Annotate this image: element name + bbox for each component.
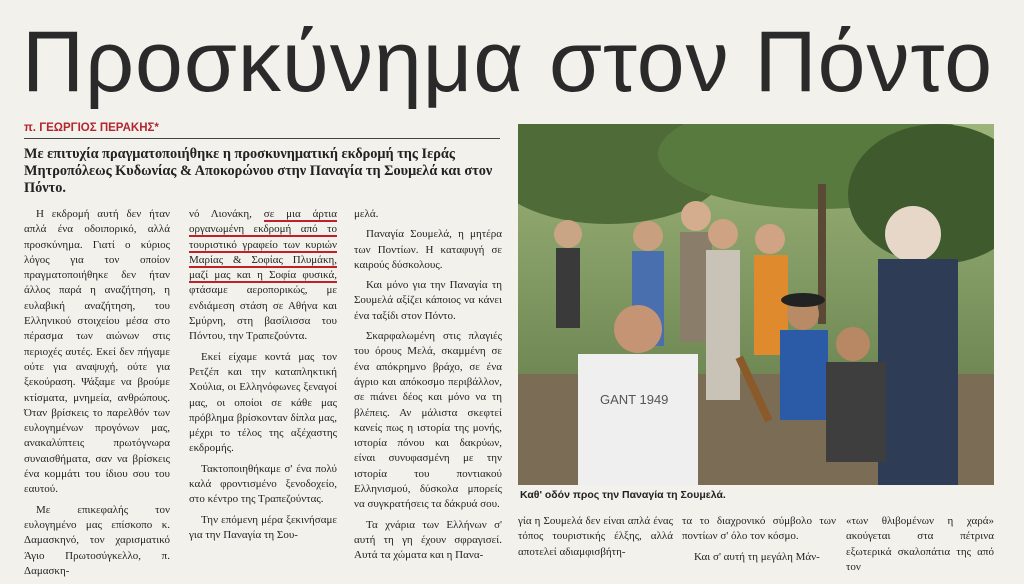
group-photo xyxy=(518,124,994,485)
underlined-text: σε μια άρτια οργανωμένη εκδρομή από το τουριστικό γραφείο των κυριών Μαρίας & Σοφίας Πλυμάκη, μαζί μας και η Σοφία φυσικά, xyxy=(189,208,337,282)
paragraph: «των θλιβομένων η χαρά» ακούγεται στα πέτρινα εξωτερικά σκαλοπάτια της από τον xyxy=(846,515,994,573)
paragraph: γία η Σουμελά δεν είναι απλά ένας τόπος τουριστικής έλξης, αλλά αποτελεί αδιαμφισβήτη- xyxy=(518,515,673,558)
paragraph: Τακτοποιηθήκαμε σ' ένα πολύ καλά φροντισμένο ξενοδοχείο, στο κέντρο της Τραπεζούντας. xyxy=(189,462,337,506)
article-column-1 xyxy=(24,207,170,584)
shirt-text: GANT 1949 xyxy=(600,392,669,407)
paragraph: Η εκδρομή αυτή δεν ήταν απλά ένα οδοιπορικό, αλλά προσκύνημα. Γιατί ο κύριος λόγος για τον οποίον πραγματοποιήθηκε δεν ήταν άλλος παρά η αναζήτηση, η ευλαβική αναζήτηση, του Ελληνικού στοιχείου μέσα στο πέρασμα των αιώνων στις περιοχές αυτές. Εκεί δεν πήγαμε ούτε για αναψυχή, ούτε για ξεκούραση. Ψάξαμε να βρούμε κτίσματα, μνημεία, ανθρώπους. Όταν βρίσκεις το παρελθόν των ευλογημένων προγόνων μας, ανακαλύπτεις πρωτόγνωρα συναισθήματα, σαν να βρίσκεις ένα κομμάτι του ίδιου σου του εαυτού. xyxy=(24,208,170,496)
paragraph: Την επόμενη μέρα ξεκινήσαμε για την Παναγία τη Σου- xyxy=(189,513,337,541)
article-column-3 xyxy=(354,207,502,569)
headline: Προσκύνημα στον Πόντο xyxy=(22,14,994,110)
byline-rule xyxy=(24,138,500,139)
text-run: νό Λιονάκη, xyxy=(189,208,252,220)
paragraph: μελά. xyxy=(354,208,379,220)
lead-paragraph: Με επιτυχία πραγματοποιήθηκε η προσκυνηματική εκδρομή της Ιεράς Μητροπόλεως Κυδωνίας & Αποκορώνου στην Παναγία τη Σουμελά και στον Πόντο. xyxy=(24,146,493,196)
paragraph xyxy=(189,207,337,345)
paragraph: τα το διαχρονικό σύμβολο των ποντίων σ' όλο τον κόσμο. xyxy=(682,515,836,543)
article-column-2 xyxy=(189,207,337,548)
article-column-4 xyxy=(518,514,673,565)
paragraph: Εκεί είχαμε κοντά μας τον Ρετζέπ και την καταπληκτική Χούλια, οι Ελληνόφωνες ξεναγοί μας, οι οποίοι σε κάθε μας πρόβλημα βρίσκονταν δίπλα μας, μέχρι το τέλος της αξέχαστης εκδρομής. xyxy=(189,350,337,455)
paragraph: Τα χνάρια των Ελλήνων σ' αυτή τη γη έχουν σφραγισεί. Αυτά τα χώματα και η Πανα- xyxy=(354,518,502,562)
paragraph: Σκαρφαλωμένη στις πλαγιές του όρους Μελά, σκαμμένη σε ένα απόκρημνο βράχο, σε ένα άγριο και απόκοσμο περιβάλλον, σε πιάνει δέος και μόνο να τη βλέπεις. Αν μάλιστα σκεφτεί κανείς πως η ιστορία της μονής, ιστορία πόνου και δακρύων, είναι συνυφασμένη με την ιστορία του ποντιακού Ελληνισμού, δύσκολα μπορείς να συγκρατήσεις τα δάκρυά σου. xyxy=(354,330,502,511)
byline: π. ΓΕΩΡΓΙΟΣ ΠΕΡΑΚΗΣ* xyxy=(24,122,159,134)
paragraph: Παναγία Σουμελά, η μητέρα των Ποντίων. Η καταφυγή σε καιρούς δύσκολους. xyxy=(354,228,502,271)
paragraph: Με επικεφαλής τον ευλογημένο μας επίσκοπο κ. Δαμασκηνό, τον χαρισματικό Άγιο Πρωτοσύγκελλο, π. Δαμασκη- xyxy=(24,503,170,577)
article-column-6 xyxy=(846,514,994,580)
text-run: φτάσαμε αεροπορικώς, με ενδιάμεση στάση σε Αθήνα και Σμύρνη, στη βασίλισσα του Πόντου, την Τραπεζούντα. xyxy=(189,284,337,343)
paragraph: Και μόνο για την Παναγία τη Σουμελά αξίζει κάποιος να κάνει ένα ταξίδι στον Πόντο. xyxy=(354,279,502,322)
photo-caption: Καθ' οδόν προς την Παναγία τη Σουμελά. xyxy=(520,489,726,501)
paragraph: Και σ' αυτή τη μεγάλη Μάν- xyxy=(694,550,820,563)
article-column-5 xyxy=(682,514,836,570)
